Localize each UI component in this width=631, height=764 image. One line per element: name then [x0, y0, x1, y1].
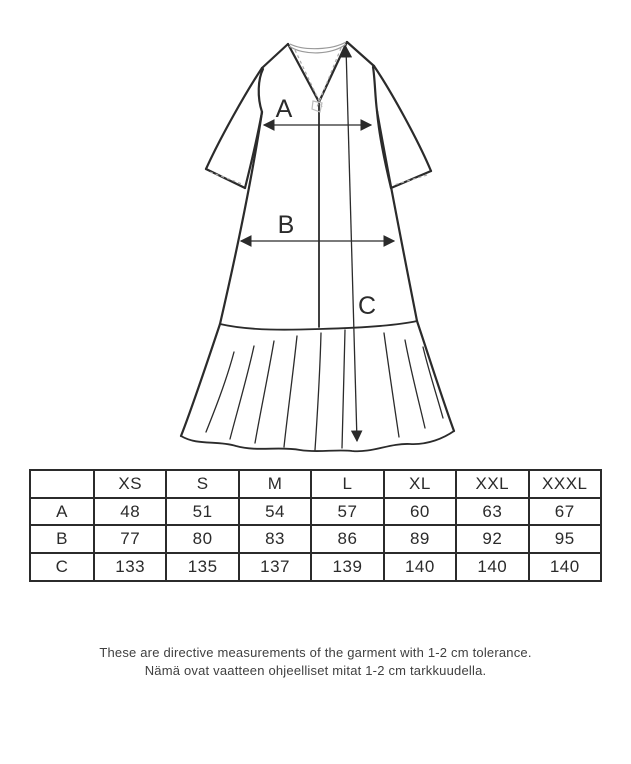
measurement-value-cell: 135 [166, 553, 238, 581]
measurement-value-cell: 67 [529, 498, 601, 526]
size-column-header: XS [94, 470, 166, 498]
size-table-header-row [30, 470, 601, 498]
measurement-value-cell: 86 [311, 525, 383, 553]
measurement-value-cell: 92 [456, 525, 528, 553]
measurement-label-c: C [357, 292, 377, 320]
measurement-value-cell: 140 [384, 553, 456, 581]
measurement-value-cell: 51 [166, 498, 238, 526]
size-column-header: L [311, 470, 383, 498]
measurement-value-cell: 139 [311, 553, 383, 581]
size-column-header: XXL [456, 470, 528, 498]
tolerance-note-en: These are directive measurements of the garment with 1-2 cm tolerance. [99, 645, 532, 660]
measurement-arrow-c [346, 47, 376, 441]
measurement-value-cell: 48 [94, 498, 166, 526]
measurement-value-cell: 54 [239, 498, 311, 526]
measurement-value-cell: 77 [94, 525, 166, 553]
measurement-value-cell: 60 [384, 498, 456, 526]
neckline-facing-stitches [295, 48, 341, 112]
skirt-gathers [206, 330, 443, 450]
measurement-label-a: A [275, 95, 293, 123]
corner-cell [30, 470, 94, 498]
measurement-row-label: B [30, 525, 94, 553]
tolerance-note [0, 644, 631, 679]
tolerance-note-fi: Nämä ovat vaatteen ohjeelliset mitat 1-2 cm tarkkuudella. [144, 662, 487, 678]
measurement-value-cell: 140 [529, 553, 601, 581]
measurement-value-cell: 63 [456, 498, 528, 526]
measurement-value-cell: 57 [311, 498, 383, 526]
measurement-arrow-b [241, 211, 394, 241]
size-table [29, 469, 602, 582]
measurement-value-cell: 80 [166, 525, 238, 553]
measurement-value-cell: 137 [239, 553, 311, 581]
table-row-b [30, 525, 601, 553]
measurement-row-label: C [30, 553, 94, 581]
collar-detail [289, 42, 346, 53]
size-column-header: M [239, 470, 311, 498]
size-column-header: XL [384, 470, 456, 498]
size-column-header: XXXL [529, 470, 601, 498]
measurement-value-cell: 133 [94, 553, 166, 581]
table-row-c [30, 553, 601, 581]
measurement-label-b: B [277, 211, 295, 239]
measurement-value-cell: 83 [239, 525, 311, 553]
size-column-header: S [166, 470, 238, 498]
measurement-value-cell: 95 [529, 525, 601, 553]
measurement-value-cell: 140 [456, 553, 528, 581]
table-row-a [30, 498, 601, 526]
measurement-row-label: A [30, 498, 94, 526]
measurement-value-cell: 89 [384, 525, 456, 553]
